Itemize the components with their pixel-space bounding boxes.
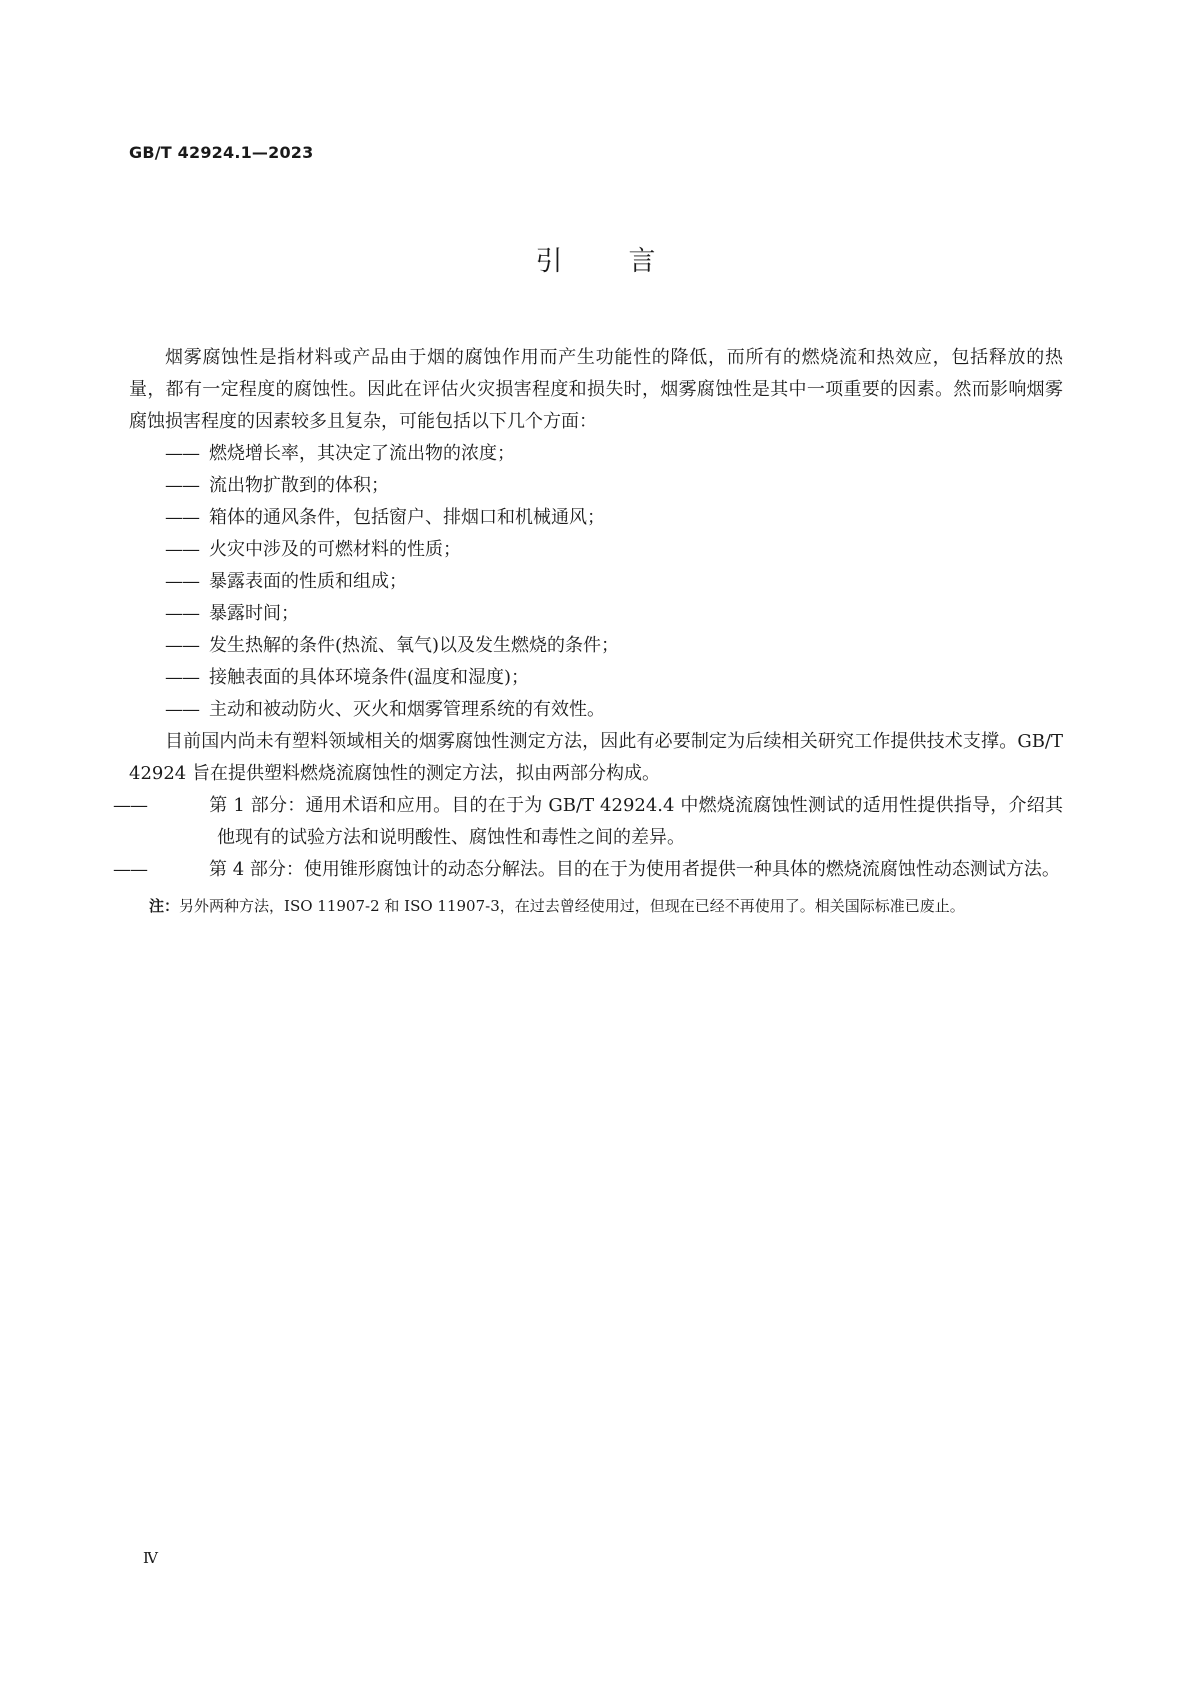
intro-paragraph: 烟雾腐蚀性是指材料或产品由于烟的腐蚀作用而产生功能性的降低，而所有的燃烧流和热效应，包括释放的热量，都有一定程度的腐蚀性。因此在评估火灾损害程度和损失时，烟雾腐蚀性是其中一项重要的因素。然而影响烟雾腐蚀损害程度的因素较多且复杂，可能包括以下几个方面： <box>129 347 1063 432</box>
list-item <box>129 502 1063 534</box>
dash-marker: —— <box>165 603 199 624</box>
part-item-1 <box>113 790 1063 854</box>
page-number: Ⅳ <box>143 1549 158 1567</box>
standard-number: GB/T 42924.1—2023 <box>129 143 314 162</box>
dash-marker: —— <box>165 475 199 496</box>
list-item <box>129 470 1063 502</box>
part-item-4 <box>113 854 1063 886</box>
list-item-text: 火灾中涉及的可燃材料的性质； <box>209 539 461 560</box>
parts-list <box>113 790 1063 886</box>
list-item-text: 主动和被动防火、灭火和烟雾管理系统的有效性。 <box>209 699 605 720</box>
dash-marker: —— <box>165 571 199 592</box>
note-text: 另外两种方法，ISO 11907-2 和 ISO 11907-3，在过去曾经使用过，但现在已经不再使用了。相关国际标准已废止。 <box>179 897 965 915</box>
dash-marker: —— <box>113 859 147 880</box>
second-paragraph: 目前国内尚未有塑料领域相关的烟雾腐蚀性测定方法，因此有必要制定为后续相关研究工作提供技术支撑。GB/T 42924 旨在提供塑料燃烧流腐蚀性的测定方法，拟由两部分构成。 <box>129 731 1063 784</box>
list-item-text: 暴露表面的性质和组成； <box>209 571 407 592</box>
list-item-text: 接触表面的具体环境条件(温度和湿度)； <box>209 667 530 688</box>
list-item <box>129 630 1063 662</box>
note-label: 注： <box>149 897 180 915</box>
dash-marker: —— <box>165 667 199 688</box>
main-content <box>113 342 1063 920</box>
dash-marker: —— <box>165 507 199 528</box>
list-item <box>129 534 1063 566</box>
dash-marker: —— <box>165 699 199 720</box>
note <box>129 892 1063 920</box>
part-item-text: 第 4 部分：使用锥形腐蚀计的动态分解法。目的在于为使用者提供一种具体的燃烧流腐蚀性动态测试方法。 <box>209 859 1060 880</box>
list-item-text: 箱体的通风条件，包括窗户、排烟口和机械通风； <box>209 507 605 528</box>
list-item-text: 燃烧增长率，其决定了流出物的浓度； <box>209 443 515 464</box>
page-title: 引言 <box>535 246 722 277</box>
dash-marker: —— <box>165 443 199 464</box>
list-item <box>129 662 1063 694</box>
list-item-text: 发生热解的条件(热流、氧气)以及发生燃烧的条件； <box>209 635 620 656</box>
list-item <box>129 566 1063 598</box>
part-item-text: 第 1 部分：通用术语和应用。目的在于为 GB/T 42924.4 中燃烧流腐蚀性测试的适用性提供指导，介绍其他现有的试验方法和说明酸性、腐蚀性和毒性之间的差异。 <box>209 795 1063 848</box>
list-item-text: 流出物扩散到的体积； <box>209 475 389 496</box>
dash-marker: —— <box>113 795 147 816</box>
list-item-text: 暴露时间； <box>209 603 299 624</box>
list-item <box>129 438 1063 470</box>
dash-marker: —— <box>165 539 199 560</box>
factor-list <box>129 438 1063 726</box>
list-item <box>129 598 1063 630</box>
dash-marker: —— <box>165 635 199 656</box>
list-item <box>129 694 1063 726</box>
